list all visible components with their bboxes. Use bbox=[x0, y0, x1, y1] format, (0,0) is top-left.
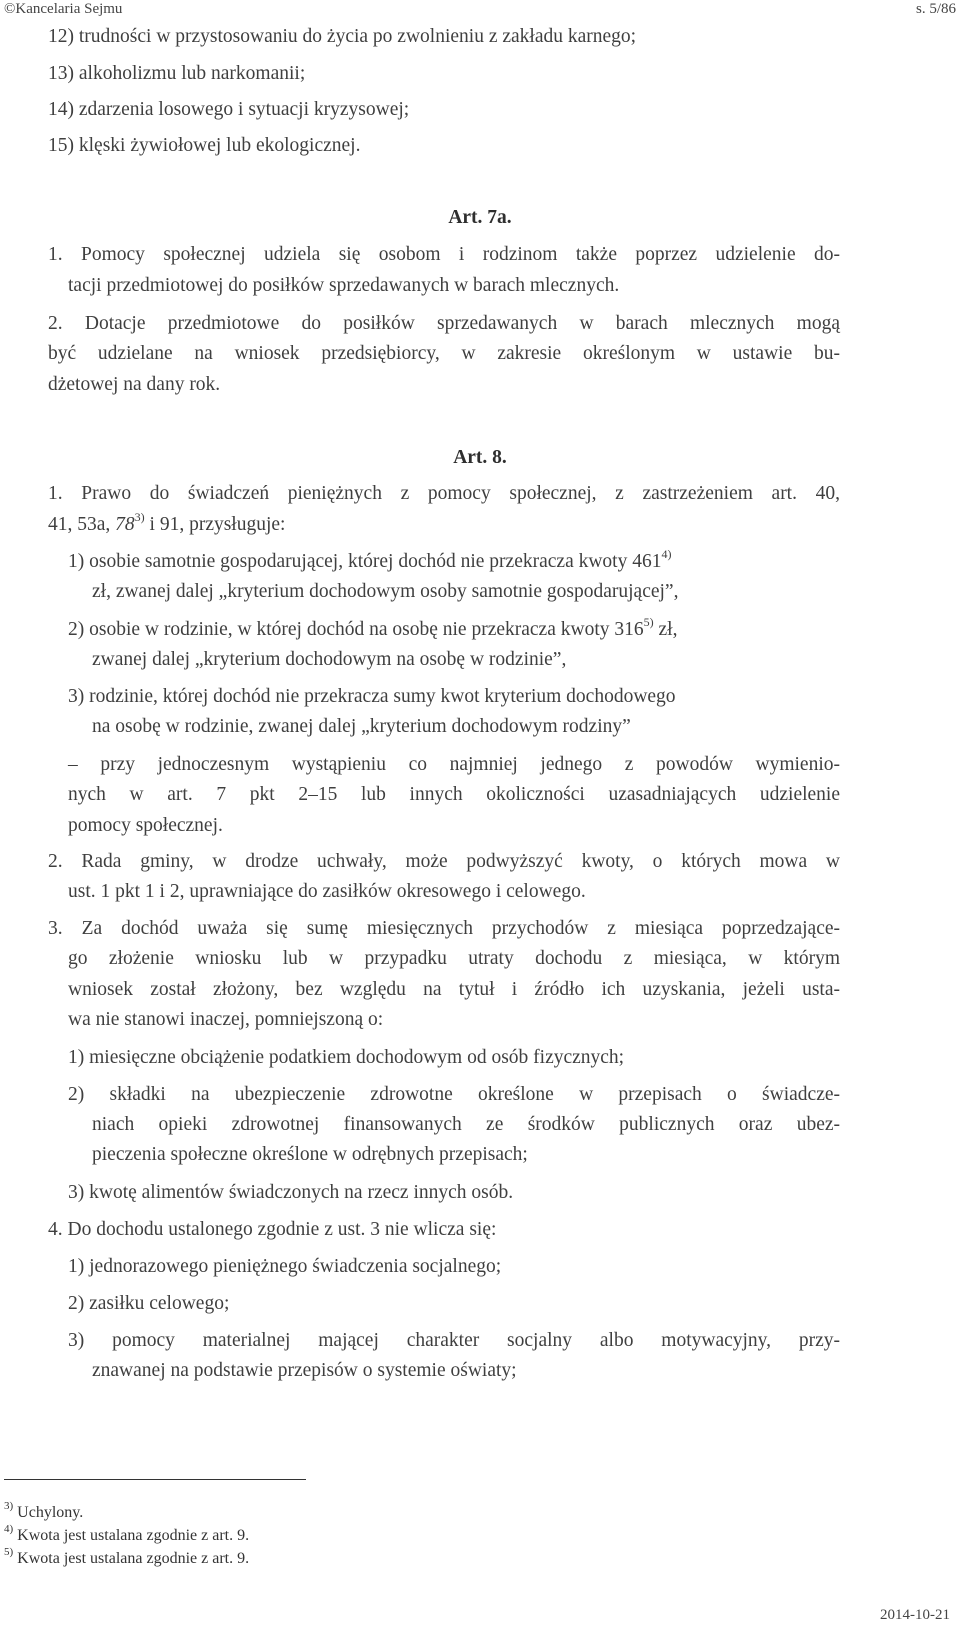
art8-para1-item1-line2: zł, zwanej dalej „kryterium dochodowym osoby samotnie gospodarującej”, bbox=[92, 581, 679, 602]
header-source: ©Kancelaria Sejmu bbox=[4, 1, 123, 17]
article-heading-8: Art. 8. bbox=[453, 447, 507, 468]
art8-para3-line1: 3. Za dochód uważa się sumę miesięcznych przychodów z miesiąca poprzedzające- bbox=[48, 918, 840, 939]
footnote-4: $^{4)}$ Kwota jest ustalana zgodnie z art. 9. bbox=[4, 1522, 250, 1544]
art8-para1-dash-line1: – przy jednoczesnym wystąpieniu co najmniej jednego z powodów wymienio- bbox=[68, 754, 840, 775]
art7a-para2-line1: 2. Dotacje przedmiotowe do posiłków sprzedawanych w barach mlecznych mogą bbox=[48, 313, 840, 334]
art8-para1-item1-line1: 1) osobie samotnie gospodarującej, której dochód nie przekracza kwoty 461$^{4)}$ bbox=[68, 546, 672, 572]
footnote-ref-4: 4) bbox=[661, 546, 672, 561]
art8-para3-item3: 3) kwotę alimentów świadczonych na rzecz innych osób. bbox=[68, 1182, 514, 1203]
list-item-15: 15) klęski żywiołowej lub ekologicznej. bbox=[48, 135, 361, 156]
art8-para1-item2-line2: zwanej dalej „kryterium dochodowym na osobę w rodzinie”, bbox=[92, 649, 567, 670]
footnote-3: $^{3)}$ Uchylony. bbox=[4, 1499, 84, 1521]
art8-para3-item1: 1) miesięczne obciążenie podatkiem dochodowym od osób fizycznych; bbox=[68, 1047, 625, 1068]
art8-para3-item2-line3: pieczenia społeczne określone w odrębnych przepisach; bbox=[92, 1144, 528, 1165]
art8-para1-line2: 41, 53a, 78$^{3)}$ i 91, przysługuje: bbox=[48, 509, 286, 535]
art8-para1-dash-line2: nych w art. 7 pkt 2–15 lub innych okoliczności uzasadniających udzielenie bbox=[68, 784, 840, 805]
art8-para4: 4. Do dochodu ustalonego zgodnie z ust. 3 nie wlicza się: bbox=[48, 1219, 497, 1240]
art7a-para2-line2: być udzielane na wniosek przedsiębiorcy, w zakresie określonym w ustawie bu- bbox=[48, 343, 840, 364]
art8-para1-item3-line2: na osobę w rodzinie, zwanej dalej „kryterium dochodowym rodziny” bbox=[92, 716, 631, 737]
art8-para4-item3-line2: znawanej na podstawie przepisów o systemie oświaty; bbox=[92, 1360, 517, 1381]
art8-para1-item2-line1: 2) osobie w rodzinie, w której dochód na osobę nie przekracza kwoty 316$^{5)}$ zł, bbox=[68, 614, 678, 640]
art8-para1-dash-line3: pomocy społecznej. bbox=[68, 815, 223, 836]
art8-para4-item1: 1) jednorazowego pieniężnego świadczenia socjalnego; bbox=[68, 1256, 502, 1277]
art8-para3-item2-line1: 2) składki na ubezpieczenie zdrowotne określone w przepisach o świadcze- bbox=[68, 1084, 840, 1105]
art8-para4-item3-line1: 3) pomocy materialnej mającej charakter socjalny albo motywacyjny, przy- bbox=[68, 1330, 840, 1351]
art8-para1-item3-line1: 3) rodzinie, której dochód nie przekracza sumy kwot kryterium dochodowego bbox=[68, 686, 676, 707]
footnote-5: $^{5)}$ Kwota jest ustalana zgodnie z art. 9. bbox=[4, 1545, 250, 1567]
art8-para3-line2: go złożenie wniosku lub w przypadku utraty dochodu z miesiąca, w którym bbox=[68, 948, 840, 969]
art8-para2-line2: ust. 1 pkt 1 i 2, uprawniające do zasiłków okresowego i celowego. bbox=[68, 881, 586, 902]
article-heading-7a: Art. 7a. bbox=[448, 207, 512, 228]
art8-para3-line3: wniosek został złożony, bez względu na tytuł i źródło ich uzyskania, jeżeli usta- bbox=[68, 979, 840, 1000]
art7a-para2-line3: dżetowej na dany rok. bbox=[48, 374, 221, 395]
art8-para3-line4: wa nie stanowi inaczej, pomniejszoną o: bbox=[68, 1009, 384, 1030]
header-page-number: s. 5/86 bbox=[915, 1, 956, 17]
art8-para1-line1: 1. Prawo do świadczeń pieniężnych z pomocy społecznej, z zastrzeżeniem art. 40, bbox=[48, 483, 840, 504]
art7a-para1-line1: 1. Pomocy społecznej udziela się osobom i rodzinom także poprzez udzielenie do- bbox=[48, 244, 840, 265]
art8-para4-item2: 2) zasiłku celowego; bbox=[68, 1293, 230, 1314]
footnote-separator bbox=[4, 1479, 306, 1480]
list-item-14: 14) zdarzenia losowego i sytuacji kryzysowej; bbox=[48, 99, 410, 120]
list-item-13: 13) alkoholizmu lub narkomanii; bbox=[48, 63, 306, 84]
footer-date: 2014-10-21 bbox=[880, 1607, 950, 1623]
footnote-ref-5: 5) bbox=[643, 614, 654, 629]
art8-para3-item2-line2: niach opieki zdrowotnej finansowanych ze środków publicznych oraz ubez- bbox=[92, 1114, 840, 1135]
art7a-para1-line2: tacji przedmiotowej do posiłków sprzedawanych w barach mlecznych. bbox=[68, 275, 620, 296]
art8-para2-line1: 2. Rada gminy, w drodze uchwały, może podwyższyć kwoty, o których mowa w bbox=[48, 851, 840, 872]
list-item-12: 12) trudności w przystosowaniu do życia po zwolnieniu z zakładu karnego; bbox=[48, 26, 637, 47]
footnote-ref-3: 3) bbox=[134, 509, 145, 524]
